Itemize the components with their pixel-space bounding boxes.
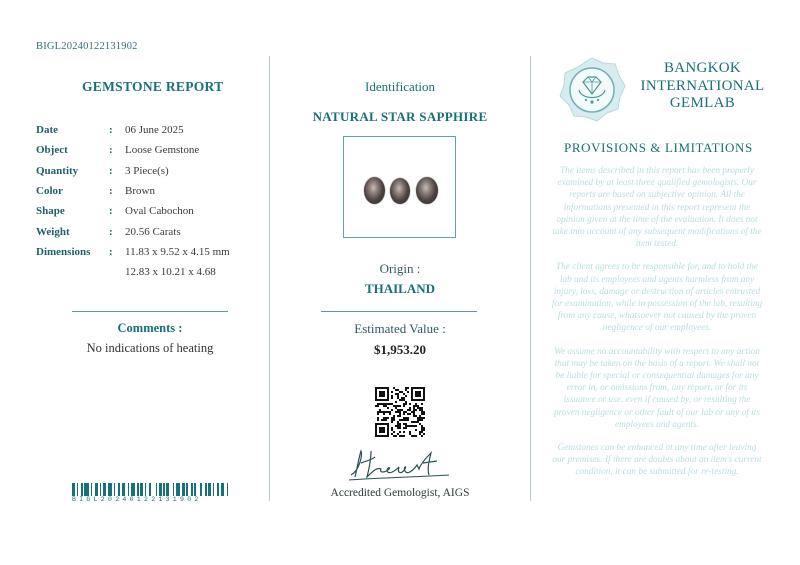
qr-module	[413, 435, 415, 437]
qr-module	[407, 425, 409, 427]
qr-module	[421, 407, 423, 409]
detail-label: Date	[36, 124, 58, 137]
qr-module	[417, 421, 419, 423]
qr-module	[397, 393, 399, 395]
qr-module	[393, 405, 395, 407]
qr-module	[399, 415, 401, 417]
value-amount: $1,953.20	[374, 342, 426, 357]
qr-module	[383, 419, 385, 421]
qr-module	[413, 421, 415, 423]
qr-module	[393, 419, 395, 421]
qr-module	[397, 411, 399, 413]
qr-module	[405, 423, 407, 425]
qr-module	[393, 435, 395, 437]
detail-value: 11.83 x 9.52 x 4.15 mm	[125, 245, 230, 258]
qr-module	[399, 431, 401, 433]
qr-module	[397, 427, 399, 429]
barcode-bar	[228, 483, 230, 496]
detail-row-color	[36, 181, 230, 201]
qr-module	[393, 387, 395, 389]
identification-heading: Identification	[364, 79, 436, 94]
qr-module	[409, 425, 411, 427]
qr-module	[423, 427, 425, 429]
qr-module	[421, 419, 423, 421]
qr-module	[399, 435, 401, 437]
qr-module	[423, 433, 425, 435]
qr-module	[395, 411, 397, 413]
qr-module	[417, 407, 419, 409]
qr-module	[403, 419, 405, 421]
qr-module	[415, 403, 417, 405]
qr-module	[419, 431, 421, 433]
stone-image	[416, 177, 438, 204]
divider-left	[269, 56, 270, 501]
qr-module	[391, 397, 393, 399]
qr-module	[405, 411, 407, 413]
comments-text: No indications of heating	[86, 341, 214, 355]
qr-module	[421, 403, 423, 405]
value-label: Estimated Value :	[354, 321, 446, 336]
qr-module	[397, 409, 399, 411]
qr-module	[421, 413, 423, 415]
qr-module	[383, 411, 385, 413]
qr-module	[387, 417, 389, 419]
qr-module	[399, 399, 401, 401]
qr-module	[401, 399, 403, 401]
signature	[345, 445, 455, 485]
qr-module	[419, 415, 421, 417]
qr-module	[411, 411, 413, 413]
qr-module	[403, 405, 405, 407]
qr-module	[419, 433, 421, 435]
detail-value: Loose Gemstone	[125, 144, 200, 157]
qr-finder-center	[379, 427, 385, 433]
qr-module	[423, 429, 425, 431]
qr-module	[419, 409, 421, 411]
qr-module	[391, 433, 393, 435]
lab-logo-icon	[557, 56, 627, 124]
qr-module	[405, 387, 407, 389]
qr-module	[377, 411, 379, 413]
qr-module	[405, 425, 407, 427]
qr-module	[409, 403, 411, 405]
qr-module	[385, 403, 387, 405]
qr-module	[397, 395, 399, 397]
qr-module	[399, 391, 401, 393]
qr-module	[417, 417, 419, 419]
qr-module	[389, 413, 391, 415]
qr-module	[395, 435, 397, 437]
qr-module	[415, 405, 417, 407]
qr-module	[401, 391, 403, 393]
qr-module	[423, 417, 425, 419]
qr-module	[421, 435, 423, 437]
qr-module	[403, 423, 405, 425]
qr-module	[391, 419, 393, 421]
qr-code	[375, 387, 425, 437]
provisions-paragraph: The items described in this report has been properly examined by at least three qualified gemologists. Our reports are based on subjective opinion. All the informations presented in this report represent the opinion given at the time of the evaluation. It does not take into account of any subsequent modifications of the item tested.	[552, 166, 762, 250]
qr-module	[391, 391, 393, 393]
provisions-paragraph: We assume no accountability with respect to any action that may be taken on the basis of a report. We shall not be liable for special or consequential damages for any error in, or omissions from, any report, or for its issuance or use, even if caused by, or resulting the proven negligence or other fault of our lab or any of its employees and agents.	[554, 346, 760, 430]
qr-module	[399, 427, 401, 429]
qr-module	[409, 433, 411, 435]
detail-value: 06 June 2025	[125, 124, 184, 137]
qr-module	[391, 403, 393, 405]
qr-module	[407, 419, 409, 421]
qr-module	[377, 419, 379, 421]
detail-value: 3 Piece(s)	[125, 164, 169, 177]
qr-module	[401, 409, 403, 411]
stone-image	[390, 178, 410, 204]
qr-module	[409, 413, 411, 415]
qr-module	[401, 397, 403, 399]
detail-label: Dimensions	[36, 245, 91, 258]
qr-module	[407, 417, 409, 419]
detail-colon: :	[109, 245, 113, 258]
qr-module	[407, 413, 409, 415]
qr-module	[419, 417, 421, 419]
qr-module	[399, 409, 401, 411]
gemstone-photo	[343, 136, 456, 238]
qr-module	[423, 413, 425, 415]
qr-module	[391, 395, 393, 397]
qr-module	[407, 409, 409, 411]
qr-module	[393, 417, 395, 419]
provisions-title: PROVISIONS & LIMITATIONS	[564, 140, 753, 155]
qr-module	[399, 419, 401, 421]
qr-module	[397, 425, 399, 427]
comments-heading: Comments :	[117, 321, 183, 335]
details-table	[36, 120, 230, 282]
divider-right	[530, 56, 531, 501]
qr-module	[399, 425, 401, 427]
qr-module	[419, 423, 421, 425]
qr-module	[407, 391, 409, 393]
qr-module	[409, 409, 411, 411]
qr-module	[381, 403, 383, 405]
detail-label: Object	[36, 144, 68, 157]
detail-colon: :	[109, 144, 113, 157]
qr-module	[415, 415, 417, 417]
qr-module	[389, 403, 391, 405]
qr-module	[397, 415, 399, 417]
qr-module	[383, 413, 385, 415]
qr-module	[409, 431, 411, 433]
qr-module	[395, 389, 397, 391]
detail-value: Brown	[125, 185, 155, 198]
qr-module	[375, 405, 377, 407]
detail-value: Oval Cabochon	[125, 205, 194, 218]
detail-colon: :	[109, 225, 113, 238]
lab-name-line-1: BANGKOK	[663, 60, 742, 76]
qr-module	[395, 407, 397, 409]
qr-module	[387, 411, 389, 413]
detail-row-date	[36, 120, 230, 140]
origin-label: Origin :	[379, 261, 421, 276]
qr-module	[415, 425, 417, 427]
detail-row-quantity	[36, 161, 230, 181]
detail-colon: :	[109, 185, 113, 198]
qr-module	[385, 405, 387, 407]
qr-module	[419, 419, 421, 421]
detail-row-dimensions	[36, 242, 230, 262]
value-rule	[321, 311, 477, 312]
qr-module	[379, 411, 381, 413]
qr-module	[415, 429, 417, 431]
qr-module	[379, 409, 381, 411]
qr-module	[383, 405, 385, 407]
qr-module	[385, 419, 387, 421]
detail-label: Quantity	[36, 164, 79, 177]
detail-label: Color	[36, 185, 63, 198]
detail-row-shape	[36, 201, 230, 221]
detail-colon: :	[109, 205, 113, 218]
qr-module	[385, 417, 387, 419]
qr-module	[401, 435, 403, 437]
stone-image	[364, 177, 385, 204]
qr-module	[377, 403, 379, 405]
qr-module	[421, 427, 423, 429]
detail-row-object	[36, 140, 230, 160]
qr-module	[411, 421, 413, 423]
provisions-text	[550, 165, 764, 490]
qr-module	[421, 425, 423, 427]
qr-module	[395, 405, 397, 407]
qr-module	[403, 397, 405, 399]
qr-module	[413, 407, 415, 409]
qr-module	[405, 403, 407, 405]
qr-module	[421, 417, 423, 419]
qr-module	[387, 407, 389, 409]
qr-module	[417, 419, 419, 421]
qr-module	[403, 413, 405, 415]
lab-name-line-2: INTERNATIONAL	[640, 77, 765, 94]
qr-module	[403, 417, 405, 419]
provisions-paragraph: Gemstones can be enhanced at any time after leaving our premises. If there are doubts about an item's current condition, it can be submitted for re-testing.	[552, 443, 762, 478]
qr-module	[417, 405, 419, 407]
qr-module	[397, 421, 399, 423]
qr-module	[387, 403, 389, 405]
qr-module	[397, 405, 399, 407]
detail-row-dimensions-2	[36, 262, 230, 282]
qr-module	[397, 433, 399, 435]
stone-name: NATURAL STAR SAPPHIRE	[312, 109, 488, 124]
lab-name	[630, 60, 775, 113]
qr-module	[383, 403, 385, 405]
detail-colon: :	[109, 164, 113, 177]
qr-module	[381, 419, 383, 421]
gemologist-title: Accredited Gemologist, AIGS	[330, 487, 470, 499]
qr-module	[421, 431, 423, 433]
report-title: GEMSTONE REPORT	[82, 79, 224, 94]
qr-module	[383, 417, 385, 419]
qr-module	[403, 435, 405, 437]
detail-value: 20.56 Carats	[125, 225, 181, 238]
qr-module	[415, 421, 417, 423]
qr-module	[413, 405, 415, 407]
qr-finder-center	[415, 391, 421, 397]
qr-module	[423, 411, 425, 413]
qr-module	[413, 425, 415, 427]
qr-module	[395, 393, 397, 395]
qr-module	[403, 393, 405, 395]
detail-label: Shape	[36, 205, 65, 218]
qr-module	[399, 423, 401, 425]
detail-value: 12.83 x 10.21 x 4.68	[125, 266, 216, 279]
qr-module	[409, 407, 411, 409]
qr-module	[399, 411, 401, 413]
comments-rule	[72, 311, 228, 312]
qr-module	[415, 435, 417, 437]
qr-module	[403, 431, 405, 433]
qr-module	[403, 427, 405, 429]
qr-module	[403, 411, 405, 413]
qr-module	[391, 427, 393, 429]
qr-module	[405, 419, 407, 421]
qr-module	[411, 435, 413, 437]
qr-module	[405, 395, 407, 397]
qr-module	[413, 413, 415, 415]
qr-module	[415, 409, 417, 411]
qr-module	[393, 415, 395, 417]
qr-module	[379, 403, 381, 405]
qr-module	[389, 411, 391, 413]
qr-module	[381, 411, 383, 413]
qr-finder-center	[379, 391, 385, 397]
qr-module	[405, 401, 407, 403]
qr-module	[413, 415, 415, 417]
qr-module	[419, 407, 421, 409]
qr-module	[411, 425, 413, 427]
report-number: BIGL20240122131902	[36, 41, 138, 52]
origin-value: THAILAND	[364, 281, 436, 296]
qr-module	[399, 413, 401, 415]
qr-module	[377, 413, 379, 415]
detail-colon: :	[109, 124, 113, 137]
detail-row-weight	[36, 221, 230, 241]
qr-module	[391, 421, 393, 423]
qr-module	[403, 399, 405, 401]
qr-module	[421, 409, 423, 411]
qr-module	[399, 405, 401, 407]
barcode	[72, 483, 230, 496]
qr-module	[405, 389, 407, 391]
qr-module	[421, 429, 423, 431]
qr-module	[391, 417, 393, 419]
detail-label: Weight	[36, 225, 70, 238]
qr-module	[413, 409, 415, 411]
qr-module	[377, 405, 379, 407]
qr-module	[397, 423, 399, 425]
qr-module	[407, 387, 409, 389]
qr-module	[377, 417, 379, 419]
barcode-text: BIGL20240122131902	[72, 496, 202, 503]
qr-module	[391, 429, 393, 431]
qr-module	[401, 419, 403, 421]
qr-module	[397, 389, 399, 391]
provisions-paragraph: The client agrees to be responsible for, and to hold the lab and its employees and agents harmless from any injury, loss, damage or destruction of articles entrusted for examination, while in possession of the lab, resulting from any cause, whatsoever not caused by the proven negligence of our employees.	[551, 262, 763, 334]
qr-module	[421, 411, 423, 413]
qr-module	[391, 409, 393, 411]
qr-module	[395, 425, 397, 427]
qr-module	[385, 411, 387, 413]
qr-module	[395, 401, 397, 403]
lab-name-line-3: GEMLAB	[669, 95, 736, 111]
qr-module	[403, 403, 405, 405]
qr-module	[413, 411, 415, 413]
qr-module	[393, 431, 395, 433]
qr-module	[397, 397, 399, 399]
qr-module	[405, 427, 407, 429]
qr-module	[405, 417, 407, 419]
